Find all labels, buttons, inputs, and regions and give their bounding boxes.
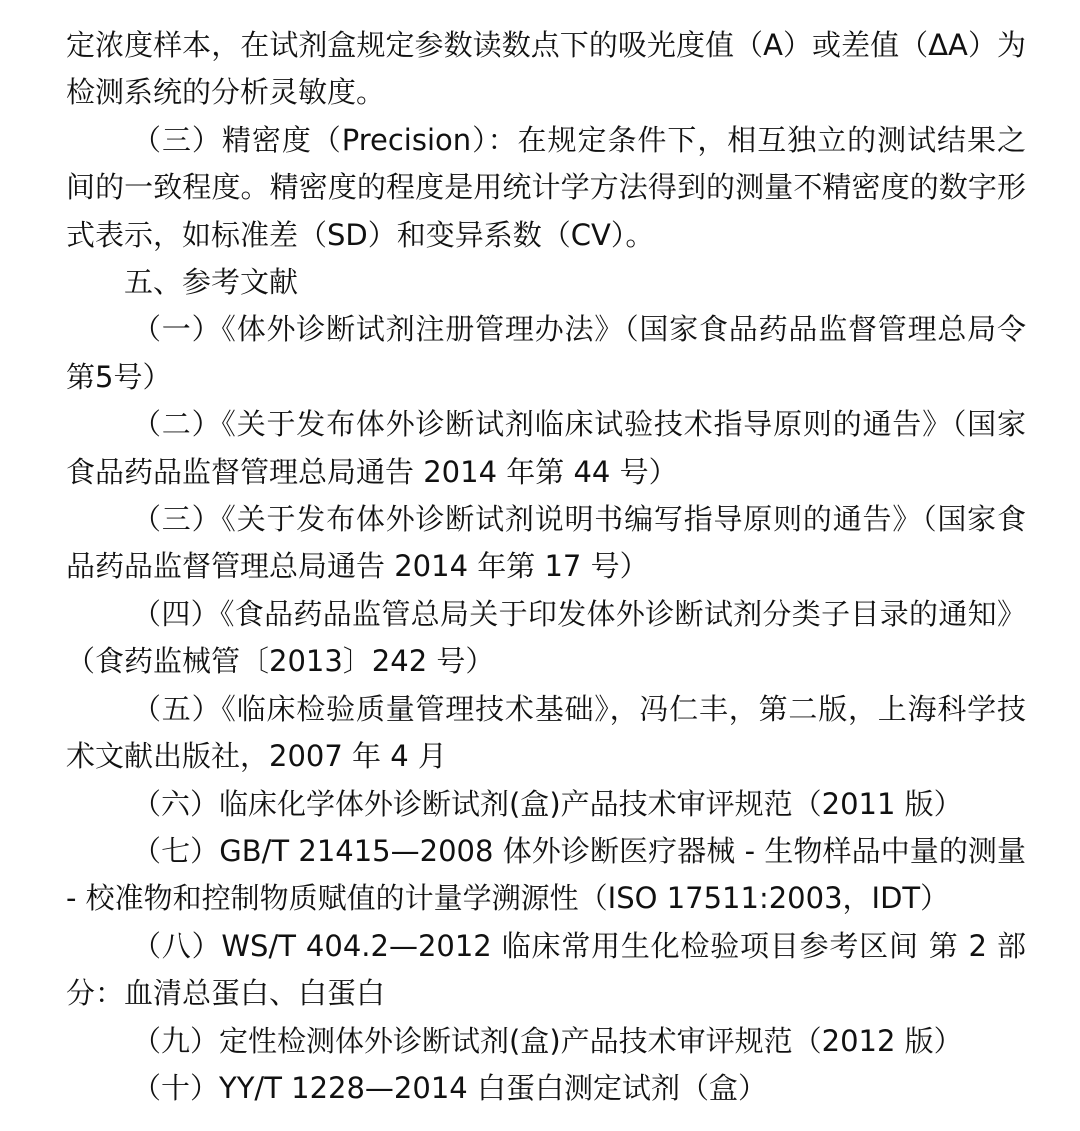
reference-item-1: （一）《体外诊断试剂注册管理办法》（国家食品药品监督管理总局令第5号） (66, 312, 1026, 394)
reference-item-3: （三）《关于发布体外诊断试剂说明书编写指导原则的通告》（国家食品药品监督管理总局通告 2014 年第 17 号） (66, 502, 1026, 584)
paragraph-sensitivity-continued: 定浓度样本，在试剂盒规定参数读数点下的吸光度值（A）或差值（ΔA）为检测系统的分析灵敏度。 (66, 28, 1026, 110)
document-body (66, 22, 1026, 1112)
reference-item-2: （二）《关于发布体外诊断试剂临床试验技术指导原则的通告》（国家食品药品监督管理总局通告 2014 年第 44 号） (66, 407, 1026, 489)
reference-item-8: （八）WS/T 404.2—2012 临床常用生化检验项目参考区间 第 2 部分：血清总蛋白、白蛋白 (66, 928, 1026, 1011)
section-heading-references: 五、参考文献 (124, 265, 299, 300)
reference-item-5: （五）《临床检验质量管理技术基础》，冯仁丰，第二版，上海科学技术文献出版社，2007 年 4 月 (66, 691, 1026, 774)
reference-item-10: （十）YY/T 1228—2014 白蛋白测定试剂（盒） (132, 1070, 767, 1105)
reference-item-6: （六）临床化学体外诊断试剂(盒)产品技术审评规范（2011 版） (132, 786, 963, 821)
reference-item-9: （九）定性检测体外诊断试剂(盒)产品技术审评规范（2012 版） (132, 1023, 963, 1058)
paragraph-precision: （三）精密度（Precision）：在规定条件下，相互独立的测试结果之间的一致程度。精密度的程度是用统计学方法得到的测量不精密度的数字形式表示，如标准差（SD）和变异系数（CV）。 (66, 122, 1026, 252)
reference-item-4: （四）《食品药品监管总局关于印发体外诊断试剂分类子目录的通知》（食药监械管〔2013〕242 号） (66, 596, 1026, 679)
reference-item-7: （七）GB/T 21415—2008 体外诊断医疗器械 - 生物样品中量的测量 - 校准物和控制物质赋值的计量学溯源性（ISO 17511:2003，IDT） (66, 833, 1026, 916)
